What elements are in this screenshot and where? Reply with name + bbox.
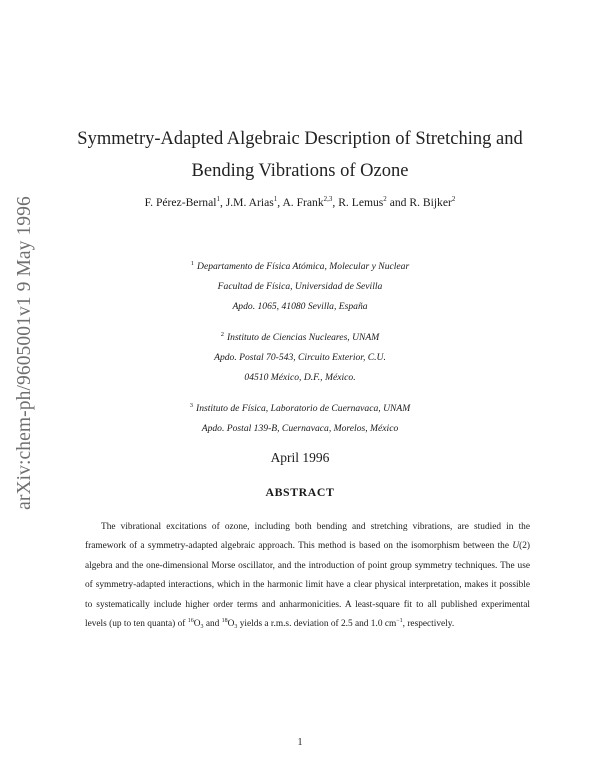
author-list: F. Pérez-Bernal$^1$, J.M. Arias$^1$, A. Frank$^{2,3}$, R. Lemus$^2$ and R. Bijker$^2$ xyxy=(144,195,456,209)
affiliation-line: Apdo. 1065, 41080 Sevilla, España xyxy=(232,301,368,312)
arxiv-identifier: arXiv:chem-ph/9605001v1 9 May 1996 xyxy=(14,196,35,510)
affiliation-line: Apdo. Postal 70-543, Circuito Exterior, C.U. xyxy=(214,352,386,363)
algebra-symbol: U xyxy=(512,541,520,552)
affiliation-line: $^3$ Instituto de Física, Laboratorio de Cuernavaca, UNAM xyxy=(189,402,411,414)
affiliation-line: Facultad de Física, Universidad de Sevilla xyxy=(217,281,383,292)
author: F. Pérez-Bernal$^1$ xyxy=(144,195,220,209)
affiliation-mark: 3 xyxy=(189,402,193,409)
author-affiliation-mark: 2 xyxy=(383,195,387,203)
author-affiliation-mark: 2 xyxy=(451,195,456,203)
affiliation-block xyxy=(0,399,600,439)
isotope-mass: 16 xyxy=(187,618,194,625)
paper-title-line-2: Bending Vibrations of Ozone xyxy=(191,161,409,181)
unit-exponent: −1 xyxy=(396,618,403,625)
page-number: 1 xyxy=(297,737,303,748)
publication-date: April 1996 xyxy=(270,450,330,465)
author-affiliation-mark: 1 xyxy=(273,195,278,203)
affiliation-block xyxy=(0,257,600,317)
author: R. Bijker$^2$ xyxy=(409,195,456,209)
affiliation-line: Apdo. Postal 139-B, Cuernavaca, Morelos, México xyxy=(201,423,399,434)
affiliation-line: $^2$ Instituto de Ciencias Nucleares, UNAM xyxy=(220,331,380,343)
affiliation-line: $^1$ Departamento de Física Atómica, Molecular y Nuclear xyxy=(190,260,410,272)
isotope-mass: 18 xyxy=(221,618,228,625)
author-affiliation-mark: 2,3 xyxy=(323,195,333,203)
affiliation-mark: 1 xyxy=(190,260,195,267)
author: A. Frank$^{2,3}$ xyxy=(282,195,333,209)
affiliation-line: 04510 México, D.F., México. xyxy=(244,372,356,383)
affiliation-mark: 2 xyxy=(220,331,224,338)
author: J.M. Arias$^1$ xyxy=(225,195,278,209)
affiliation-block xyxy=(0,328,600,388)
author: R. Lemus$^2$ xyxy=(338,195,387,209)
abstract-body: The vibrational excitations of ozone, including both bending and stretching vibrations, are studied in the framework of a symmetry-adapted algebraic approach. This method is based on the isomorphism between the U(2) algebra and the one-dimensional Morse oscillator, and the introduction of point group symmetry techniques. The use of symmetry-adapted interactions, which in the harmonic limit have a clear physical interpretation, makes it possible to systematically include higher order terms and anharmonicities. A least-square fit to all published experimental levels (up to ten quanta) of $^{16}O_3$ and $^{18}O_3$ yields a r.m.s. deviation of 2.5 and 1.0 $cm^{-1}$, respectively. xyxy=(85,522,530,631)
paper-title-line-1: Symmetry-Adapted Algebraic Description of Stretching and xyxy=(77,129,523,149)
abstract-heading: ABSTRACT xyxy=(265,485,335,499)
author-affiliation-mark: 1 xyxy=(216,195,220,203)
